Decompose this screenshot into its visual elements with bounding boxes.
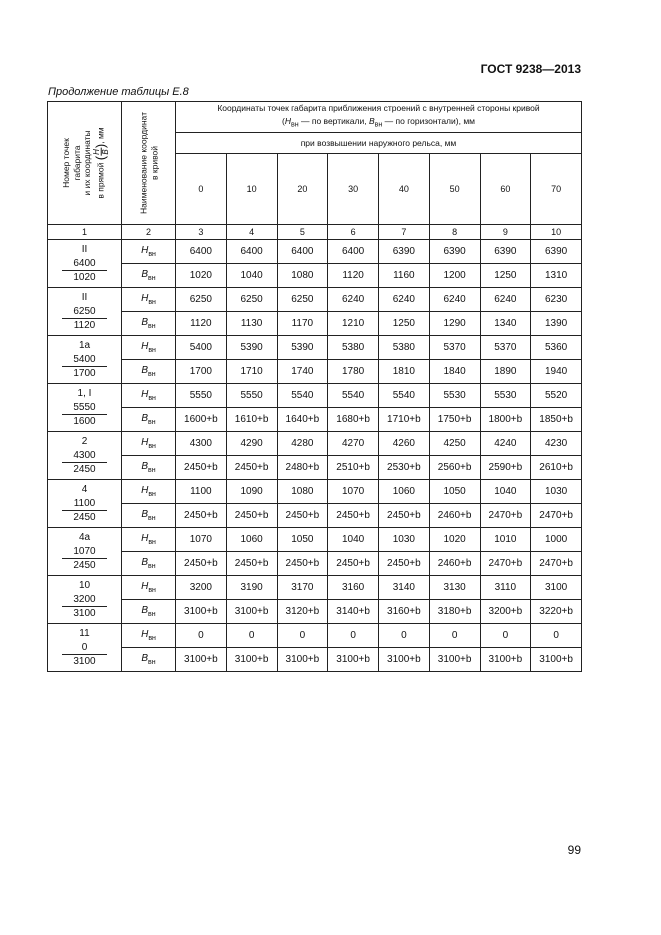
fraction-b: B [99, 149, 109, 155]
point-number: 4 [81, 484, 88, 495]
value-cell: 1940 [531, 360, 582, 384]
value-cell: 1610+b [226, 408, 277, 432]
straight-b: 1120 [73, 320, 96, 331]
value-cell: 2450+b [277, 504, 328, 528]
straight-h: 1100 [62, 497, 107, 511]
value-cell: 3100+b [226, 600, 277, 624]
value-cell: 6240 [429, 288, 480, 312]
straight-h: 0 [62, 641, 107, 655]
value-cell: 1390 [531, 312, 582, 336]
value-cell: 2450+b [176, 504, 227, 528]
value-cell: 2450+b [226, 552, 277, 576]
value-cell: 6250 [176, 288, 227, 312]
coordinate-name: $B_{вн}$ [122, 552, 176, 576]
coordinate-name: $H_{вн}$ [122, 528, 176, 552]
value-cell: 3220+b [531, 600, 582, 624]
value-cell: 3140+b [328, 600, 379, 624]
coordinate-name: $B_{вн}$ [122, 648, 176, 672]
value-cell: 3100+b [176, 648, 227, 672]
value-cell: 3130 [429, 576, 480, 600]
value-cell: 1040 [328, 528, 379, 552]
value-cell: 1290 [429, 312, 480, 336]
value-cell: 4230 [531, 432, 582, 456]
table-caption: Продолжение таблицы Е.8 [48, 86, 189, 98]
value-cell: 1710+b [379, 408, 430, 432]
point-label-cell [48, 480, 122, 528]
table-row [48, 432, 582, 456]
value-cell: 1340 [480, 312, 531, 336]
value-cell: 3100+b [176, 600, 227, 624]
table-row [48, 504, 582, 528]
value-cell: 2450+b [277, 552, 328, 576]
point-label-cell [48, 384, 122, 432]
value-cell: 5550 [226, 384, 277, 408]
coordinate-name: $B_{вн}$ [122, 600, 176, 624]
elevation-header: 30 [328, 154, 379, 225]
value-cell: 6390 [379, 240, 430, 264]
value-cell: 1070 [328, 480, 379, 504]
straight-b: 2450 [73, 560, 96, 571]
table-row [48, 456, 582, 480]
header-point-number: Номер точек габарита и их координаты в прямой ( H B ), мм [48, 102, 122, 225]
value-cell: 3100+b [226, 648, 277, 672]
column-number: 3 [176, 225, 227, 240]
value-cell: 5540 [277, 384, 328, 408]
value-cell: 3100+b [328, 648, 379, 672]
column-number: 10 [531, 225, 582, 240]
value-cell: 1020 [429, 528, 480, 552]
point-number: 1а [78, 340, 91, 351]
value-cell: 0 [277, 624, 328, 648]
value-cell: 2460+b [429, 552, 480, 576]
value-cell: 4260 [379, 432, 430, 456]
value-cell: 1030 [379, 528, 430, 552]
elevation-header: 20 [277, 154, 328, 225]
value-cell: 1600+b [176, 408, 227, 432]
value-cell: 5360 [531, 336, 582, 360]
value-cell: 1250 [379, 312, 430, 336]
standard-number: ГОСТ 9238—2013 [480, 62, 581, 76]
coordinate-name: $B_{вн}$ [122, 264, 176, 288]
column-number: 1 [48, 225, 122, 240]
straight-b: 1600 [73, 416, 96, 427]
coordinate-name: $H_{вн}$ [122, 432, 176, 456]
value-cell: 3100 [531, 576, 582, 600]
value-cell: 1060 [226, 528, 277, 552]
table-row [48, 576, 582, 600]
table-row [48, 648, 582, 672]
elevation-header: 40 [379, 154, 430, 225]
straight-b: 1700 [73, 368, 96, 379]
table-row [48, 480, 582, 504]
value-cell: 1810 [379, 360, 430, 384]
value-cell: 3100+b [379, 648, 430, 672]
table-row [48, 288, 582, 312]
value-cell: 1070 [176, 528, 227, 552]
point-number: 1, I [77, 388, 92, 399]
value-cell: 0 [480, 624, 531, 648]
column-number: 9 [480, 225, 531, 240]
value-cell: 2450+b [379, 552, 430, 576]
value-cell: 2450+b [226, 456, 277, 480]
value-cell: 1750+b [429, 408, 480, 432]
value-cell: 1740 [277, 360, 328, 384]
column-number: 4 [226, 225, 277, 240]
value-cell: 2610+b [531, 456, 582, 480]
value-cell: 5370 [480, 336, 531, 360]
value-cell: 1210 [328, 312, 379, 336]
value-cell: 6390 [480, 240, 531, 264]
value-cell: 2470+b [480, 552, 531, 576]
value-cell: 6400 [277, 240, 328, 264]
column-number: 5 [277, 225, 328, 240]
value-cell: 5540 [328, 384, 379, 408]
value-cell: 1710 [226, 360, 277, 384]
coordinate-name: $H_{вн}$ [122, 288, 176, 312]
elevation-header: 0 [176, 154, 227, 225]
value-cell: 3110 [480, 576, 531, 600]
value-cell: 6250 [277, 288, 328, 312]
value-cell: 1170 [277, 312, 328, 336]
value-cell: 3100+b [429, 648, 480, 672]
coordinate-name: $H_{вн}$ [122, 576, 176, 600]
point-number: 11 [79, 628, 90, 639]
value-cell: 3200+b [480, 600, 531, 624]
gauge-table [47, 101, 582, 672]
table-row [48, 240, 582, 264]
value-cell: 1120 [328, 264, 379, 288]
value-cell: 4280 [277, 432, 328, 456]
straight-h: 4300 [62, 449, 107, 463]
table-row [48, 336, 582, 360]
value-cell: 3140 [379, 576, 430, 600]
header-coordinate-name: Наименование координат в кривой [122, 102, 176, 225]
value-cell: 1640+b [277, 408, 328, 432]
coordinate-name: $B_{вн}$ [122, 312, 176, 336]
point-label-cell [48, 576, 122, 624]
coordinate-name: $B_{вн}$ [122, 456, 176, 480]
value-cell: 1800+b [480, 408, 531, 432]
value-cell: 1040 [480, 480, 531, 504]
value-cell: 0 [328, 624, 379, 648]
value-cell: 1780 [328, 360, 379, 384]
value-cell: 2470+b [531, 504, 582, 528]
value-cell: 1160 [379, 264, 430, 288]
value-cell: 2450+b [226, 504, 277, 528]
table-row [48, 528, 582, 552]
coordinate-name: $H_{вн}$ [122, 336, 176, 360]
value-cell: 6240 [379, 288, 430, 312]
table-row [48, 600, 582, 624]
elevation-header: 70 [531, 154, 582, 225]
elevation-header: 50 [429, 154, 480, 225]
point-number: 10 [78, 580, 91, 591]
coordinate-name: $H_{вн}$ [122, 480, 176, 504]
value-cell: 1060 [379, 480, 430, 504]
value-cell: 2450+b [379, 504, 430, 528]
coordinate-name: $H_{вн}$ [122, 384, 176, 408]
value-cell: 0 [429, 624, 480, 648]
straight-b: 3100 [73, 608, 96, 619]
table-row [48, 312, 582, 336]
value-cell: 5370 [429, 336, 480, 360]
straight-h: 3200 [62, 593, 107, 607]
straight-h: 5550 [62, 401, 107, 415]
value-cell: 0 [226, 624, 277, 648]
straight-b: 3100 [73, 656, 96, 667]
table-row [48, 264, 582, 288]
value-cell: 1120 [176, 312, 227, 336]
elevation-header: 60 [480, 154, 531, 225]
value-cell: 3160+b [379, 600, 430, 624]
value-cell: 3120+b [277, 600, 328, 624]
value-cell: 3160 [328, 576, 379, 600]
value-cell: 1090 [226, 480, 277, 504]
table-row [48, 408, 582, 432]
column-number: 7 [379, 225, 430, 240]
value-cell: 3100+b [480, 648, 531, 672]
point-label-cell [48, 624, 122, 672]
value-cell: 6230 [531, 288, 582, 312]
value-cell: 1200 [429, 264, 480, 288]
point-label-cell [48, 288, 122, 336]
value-cell: 3180+b [429, 600, 480, 624]
value-cell: 6400 [176, 240, 227, 264]
value-cell: 5530 [480, 384, 531, 408]
column-number: 2 [122, 225, 176, 240]
elevation-header: 10 [226, 154, 277, 225]
point-label-cell [48, 432, 122, 480]
value-cell: 5390 [277, 336, 328, 360]
fraction-h: H [90, 149, 100, 155]
coordinate-name: $B_{вн}$ [122, 408, 176, 432]
value-cell: 2460+b [429, 504, 480, 528]
value-cell: 6250 [226, 288, 277, 312]
value-cell: 1890 [480, 360, 531, 384]
table-row [48, 552, 582, 576]
value-cell: 3190 [226, 576, 277, 600]
value-cell: 5380 [328, 336, 379, 360]
coordinate-name: $B_{вн}$ [122, 504, 176, 528]
value-cell: 1000 [531, 528, 582, 552]
point-number: II [81, 244, 88, 255]
value-cell: 1680+b [328, 408, 379, 432]
value-cell: 0 [531, 624, 582, 648]
value-cell: 4300 [176, 432, 227, 456]
straight-b: 2450 [73, 512, 96, 523]
column-number: 8 [429, 225, 480, 240]
value-cell: 5530 [429, 384, 480, 408]
value-cell: 2590+b [480, 456, 531, 480]
table-row [48, 360, 582, 384]
value-cell: 0 [176, 624, 227, 648]
value-cell: 2450+b [328, 504, 379, 528]
straight-h: 1070 [62, 545, 107, 559]
value-cell: 1040 [226, 264, 277, 288]
column-number: 6 [328, 225, 379, 240]
point-label-cell [48, 240, 122, 288]
value-cell: 1100 [176, 480, 227, 504]
value-cell: 1250 [480, 264, 531, 288]
value-cell: 3100+b [531, 648, 582, 672]
value-cell: 2480+b [277, 456, 328, 480]
value-cell: 2450+b [176, 552, 227, 576]
value-cell: 5380 [379, 336, 430, 360]
value-cell: 1030 [531, 480, 582, 504]
value-cell: 6390 [429, 240, 480, 264]
straight-h: 5400 [62, 353, 107, 367]
value-cell: 2530+b [379, 456, 430, 480]
header-main: Координаты точек габарита приближения строений с внутренней стороны кривой ($H_{вн}$ — по вертикали, $B_{вн}$ — по горизонтали), мм [176, 102, 582, 133]
point-label-cell [48, 336, 122, 384]
value-cell: 2470+b [480, 504, 531, 528]
value-cell: 4270 [328, 432, 379, 456]
value-cell: 1020 [176, 264, 227, 288]
value-cell: 5540 [379, 384, 430, 408]
value-cell: 3170 [277, 576, 328, 600]
point-number: 4а [78, 532, 91, 543]
value-cell: 4250 [429, 432, 480, 456]
value-cell: 1080 [277, 264, 328, 288]
value-cell: 1010 [480, 528, 531, 552]
value-cell: 6400 [226, 240, 277, 264]
coordinate-name: $H_{вн}$ [122, 624, 176, 648]
value-cell: 2450+b [176, 456, 227, 480]
value-cell: 4240 [480, 432, 531, 456]
coordinate-name: $B_{вн}$ [122, 360, 176, 384]
value-cell: 1310 [531, 264, 582, 288]
value-cell: 4290 [226, 432, 277, 456]
straight-b: 2450 [73, 464, 96, 475]
value-cell: 1840 [429, 360, 480, 384]
value-cell: 6390 [531, 240, 582, 264]
value-cell: 2510+b [328, 456, 379, 480]
value-cell: 5400 [176, 336, 227, 360]
value-cell: 1050 [429, 480, 480, 504]
point-number: II [81, 292, 88, 303]
value-cell: 1050 [277, 528, 328, 552]
value-cell: 5550 [176, 384, 227, 408]
value-cell: 2560+b [429, 456, 480, 480]
point-number: 2 [81, 436, 88, 447]
value-cell: 5390 [226, 336, 277, 360]
table-row [48, 384, 582, 408]
value-cell: 2450+b [328, 552, 379, 576]
value-cell: 1130 [226, 312, 277, 336]
value-cell: 6400 [328, 240, 379, 264]
straight-b: 1020 [73, 272, 96, 283]
value-cell: 3200 [176, 576, 227, 600]
value-cell: 6240 [328, 288, 379, 312]
value-cell: 1850+b [531, 408, 582, 432]
value-cell: 2470+b [531, 552, 582, 576]
straight-h: 6250 [62, 305, 107, 319]
table-row [48, 624, 582, 648]
coordinate-name: $H_{вн}$ [122, 240, 176, 264]
page-number: 99 [567, 843, 581, 857]
value-cell: 1080 [277, 480, 328, 504]
value-cell: 0 [379, 624, 430, 648]
value-cell: 1700 [176, 360, 227, 384]
value-cell: 3100+b [277, 648, 328, 672]
value-cell: 6240 [480, 288, 531, 312]
value-cell: 5520 [531, 384, 582, 408]
point-label-cell [48, 528, 122, 576]
header-elevation: при возвышении наружного рельса, мм [176, 133, 582, 154]
straight-h: 6400 [62, 257, 107, 271]
